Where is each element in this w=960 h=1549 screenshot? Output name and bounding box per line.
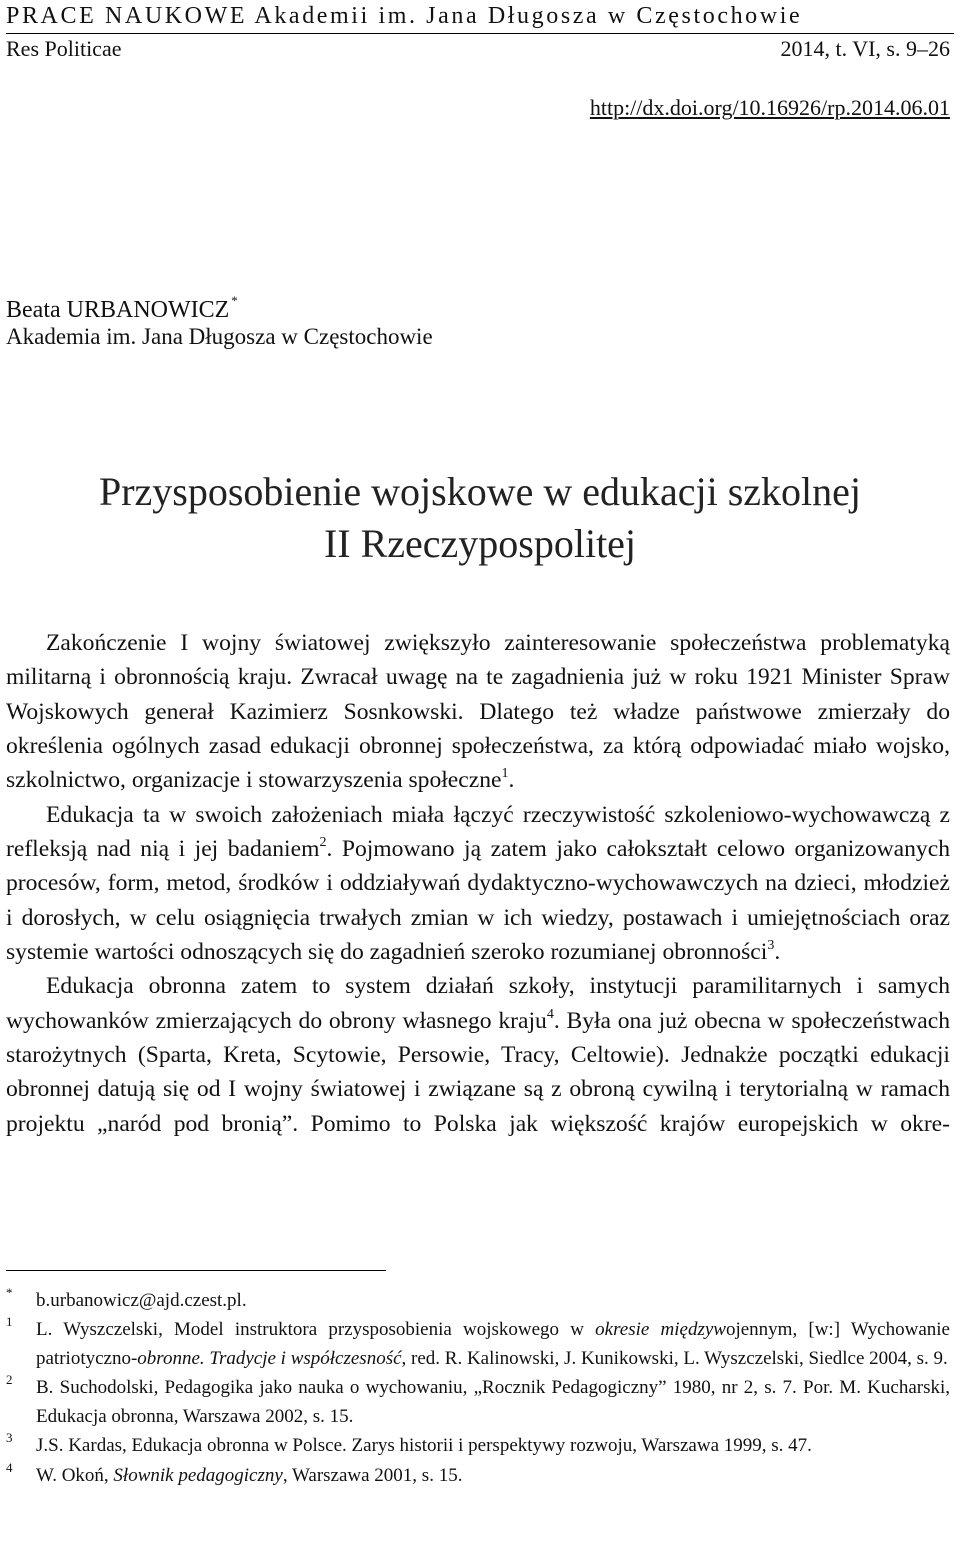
footnote-2 — [6, 1373, 950, 1431]
footnote-mark: 4 — [6, 1459, 13, 1475]
paragraph-1-text: Zakończenie I wojny światowej zwiększyło zainteresowanie społeczeństwa problematyką militarną i obronnością kraju. Zwracał uwagę na te zagadnienia już w roku 1921 Minister Spraw Wojskowych generał Kazimierz Sosnkowski. Dlatego też władze państwowe zmierzały do określenia ogólnych zasad edukacji obronnej społeczeństwa, za którą odpowiadać miało wojsko, szkolnictwo, organizacje i stowarzyszenia społeczne — [6, 630, 950, 794]
journal-name: Res Politicae — [6, 36, 122, 61]
footnote-mark: 1 — [6, 1314, 13, 1330]
footnote-3 — [6, 1431, 950, 1460]
footnote-1-text-b: ojennym, [w:] Wychowanie patriotyczno- — [36, 1319, 950, 1370]
footnote-author — [6, 1286, 950, 1315]
footnote-ref-3[interactable]: 3 — [767, 938, 775, 954]
footnote-1-text-c: , red. R. Kalinowski, J. Kunikowski, L. Wyszczelski, Siedlce 2004, s. 9. — [401, 1348, 948, 1370]
author-affiliation: Akademia im. Jana Długosza w Częstochowie — [6, 324, 433, 349]
footnote-1-text-a: L. Wyszczelski, Model instruktora przysposobienia wojskowego w — [36, 1319, 596, 1341]
footnote-3-text: J.S. Kardas, Edukacja obronna w Polsce. Zarys historii i perspektywy rozwoju, Warszawa 1999, s. 47. — [36, 1435, 812, 1457]
author-name: Beata URBANOWICZ — [6, 297, 230, 323]
paragraph-2-text-a: Edukacja ta w swoich założeniach miała łączyć rzeczywistość szkoleniowo-wychowawczą z refleksją nad nią i jej badaniem — [6, 801, 950, 863]
title-line-1: Przysposobienie wojskowe w edukacji szkolnej — [98, 469, 862, 514]
article-title — [0, 466, 960, 570]
paragraph-1 — [6, 626, 950, 798]
paragraph-3-text-b: . Była ona już obecna w społeczeństwach starożytnych (Sparta, Kreta, Scytowie, Persowie, Tracy, Celtowie). Jednakże początki edukacji obronnej datują się od I wojny światowej i związane są z obroną cywilną i terytorialną w ramach projektu „naród pod bronią”. Pomimo to Polska jak większość krajów europejskich w okre- — [6, 1007, 951, 1137]
author-email[interactable]: b.urbanowicz@ajd.czest.pl. — [36, 1290, 247, 1311]
footnote-mark: 3 — [6, 1430, 13, 1446]
footnote-4-italic: Słownik pedagogiczny — [113, 1464, 283, 1486]
footnote-rule — [6, 1270, 386, 1271]
footnote-ref-4[interactable]: 4 — [546, 1006, 554, 1022]
footnote-ref-1[interactable]: 1 — [501, 766, 509, 782]
footnote-mark: 2 — [6, 1372, 13, 1388]
paragraph-1-end: . — [508, 767, 515, 794]
volume-info: 2014, t. VI, s. 9–26 — [780, 36, 950, 61]
title-line-2: II Rzeczypospolitej — [323, 521, 637, 566]
footnote-ref-2[interactable]: 2 — [319, 835, 327, 851]
footnote-1 — [6, 1315, 950, 1373]
footnotes — [6, 1286, 950, 1490]
article-body — [6, 626, 950, 1141]
author-footnote-mark: * — [231, 293, 238, 308]
paragraph-3-text-a: Edukacja obronna zatem to system działań szkoły, instytucji paramilitarnych i samych wychowanków zmierzających do obrony własnego kraju — [6, 973, 950, 1034]
footnote-mark: * — [6, 1285, 13, 1300]
paragraph-3 — [6, 969, 950, 1141]
series-title: PRACE NAUKOWE Akademii im. Jana Długosza w Częstochowie — [6, 3, 803, 29]
footnote-1-italic-a: okresie międzyw — [595, 1319, 726, 1341]
doi-link[interactable]: http://dx.doi.org/10.16926/rp.2014.06.01 — [589, 95, 950, 120]
author — [6, 286, 238, 325]
footnote-4-text-a: W. Okoń, — [36, 1464, 114, 1486]
footnote-2-text: B. Suchodolski, Pedagogika jako nauka o wychowaniu, „Rocznik Pedagogiczny” 1980, nr 2, s. 7. Por. M. Kucharski, Edukacja obronna, Warszawa 2002, s. 15. — [36, 1377, 950, 1428]
header-rule — [6, 33, 954, 34]
footnote-1-italic-b: obronne. Tradycje i współczesność — [137, 1348, 402, 1370]
paragraph-2 — [6, 798, 950, 970]
footnote-4 — [6, 1461, 950, 1490]
paragraph-2-text-b: . Pojmowano ją zatem jako całokształt celowo organizowanych procesów, form, metod, środków i oddziaływań dydaktyczno-wychowawczych na dzieci, młodzież i dorosłych, w celu osiągnięcia trwałych zmian w ich wiedzy, postawach i umiejętnościach oraz systemie wartości odnoszących się do zagadnień szeroko rozumianej obronności — [6, 836, 950, 966]
paragraph-2-end: . — [774, 939, 781, 966]
footnote-4-text-b: , Warszawa 2001, s. 15. — [282, 1464, 463, 1486]
